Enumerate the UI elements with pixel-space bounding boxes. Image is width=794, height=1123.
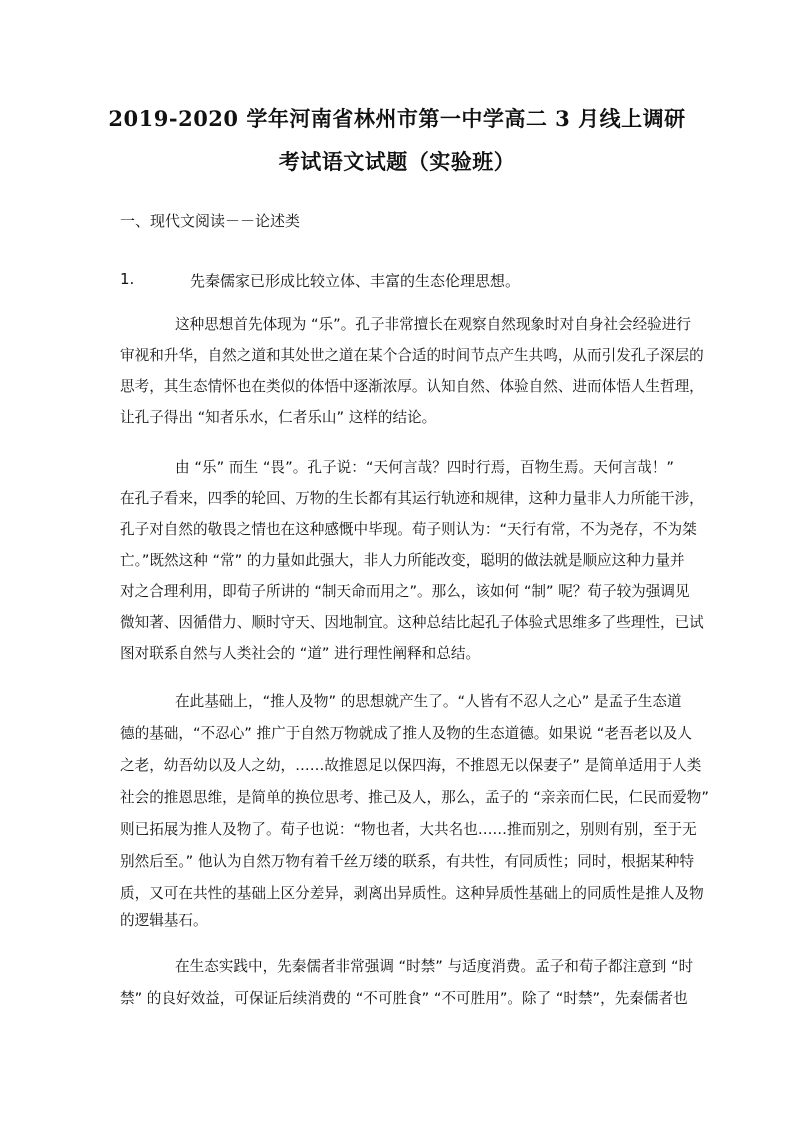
paragraph-line: 图对联系自然与人类社会的 “道” 进行理性阐释和总结。: [120, 645, 481, 662]
paragraph-line: 之老，幼吾幼以及人之幼，……故推恩足以保四海，不推恩无以保妻子” 是简单适用于人类: [120, 757, 702, 774]
paragraph-line: 的逻辑基石。: [120, 912, 208, 929]
document-title-line-1: 2019-2020 学年河南省林州市第一中学高二 3 月线上调研: [108, 106, 686, 131]
paragraph-line: 由 “乐” 而生 “畏”。孔子说：“天何言哉？四时行焉，百物生焉。天何言哉！”: [175, 459, 674, 476]
paragraph-line: 让孔子得出 “知者乐水，仁者乐山” 这样的结论。: [120, 409, 437, 426]
paragraph-line: 禁” 的良好效益，可保证后续消费的 “不可胜食” “不可胜用”。除了 “时禁”，先秦儒者也: [120, 990, 688, 1007]
paragraph-line: 社会的推恩思维，是简单的换位思考、推己及人，那么，孟子的 “亲亲而仁民，仁民而爱物”: [120, 789, 709, 806]
document-title-line-2: 考试语文试题（实验班）: [278, 149, 516, 174]
paragraph-line: 德的基础，“不忍心” 推广于自然万物就成了推人及物的生态道德。如果说 “老吾老以及人: [120, 725, 692, 742]
paragraph-line: 在此基础上，“推人及物” 的思想就产生了。“人皆有不忍人之心” 是孟子生态道: [175, 693, 682, 710]
paragraph-line: 在生态实践中，先秦儒者非常强调 “时禁” 与适度消费。孟子和荀子都注意到 “时: [175, 958, 694, 975]
paragraph-line: 审视和升华，自然之道和其处世之道在某个合适的时间节点产生共鸣，从而引发孔子深层的: [120, 347, 704, 364]
paragraph-line: 则已拓展为推人及物了。荀子也说：“物也者，大共名也……推而别之，别则有别，至于无: [120, 821, 697, 838]
paragraph-line: 质，又可在共性的基础上区分差异，剥离出异质性。这种异质性基础上的同质性是推人及物: [120, 885, 704, 902]
question-text: 先秦儒家已形成比较立体、丰富的生态伦理思想。: [190, 272, 521, 290]
paragraph-line: 思考，其生态情怀也在类似的体悟中逐渐浓厚。认知自然、体验自然、进而体悟人生哲理，: [120, 378, 704, 395]
paragraph-line: 微知著、因循借力、顺时守天、因地制宜。这种总结比起孔子体验式思维多了些理性，已试: [120, 614, 704, 631]
section-heading: 一、现代文阅读－－论述类: [120, 212, 301, 230]
paragraph-line: 这种思想首先体现为 “乐”。孔子非常擅长在观察自然现象时对自身社会经验进行: [175, 316, 691, 333]
paragraph-line: 别然后至。” 他认为自然万物有着千丝万缕的联系，有共性，有同质性；同时，根据某种特: [120, 853, 695, 870]
paragraph-line: 在孔子看来，四季的轮回、万物的生长都有其运行轨迹和规律，这种力量非人力所能干涉，: [120, 490, 704, 507]
paragraph-line: 对之合理利用，即荀子所讲的 “制天命而用之”。那么，该如何 “制” 呢？荀子较为强调见: [120, 583, 690, 600]
question-number: 1.: [120, 270, 135, 288]
paragraph-line: 孔子对自然的敬畏之情也在这种感慨中毕现。荀子则认为：“天行有常，不为尧存，不为桀: [120, 521, 697, 538]
paragraph-line: 亡。”既然这种 “常” 的力量如此强大，非人力所能改变，聪明的做法就是顺应这种力量并: [120, 552, 685, 569]
